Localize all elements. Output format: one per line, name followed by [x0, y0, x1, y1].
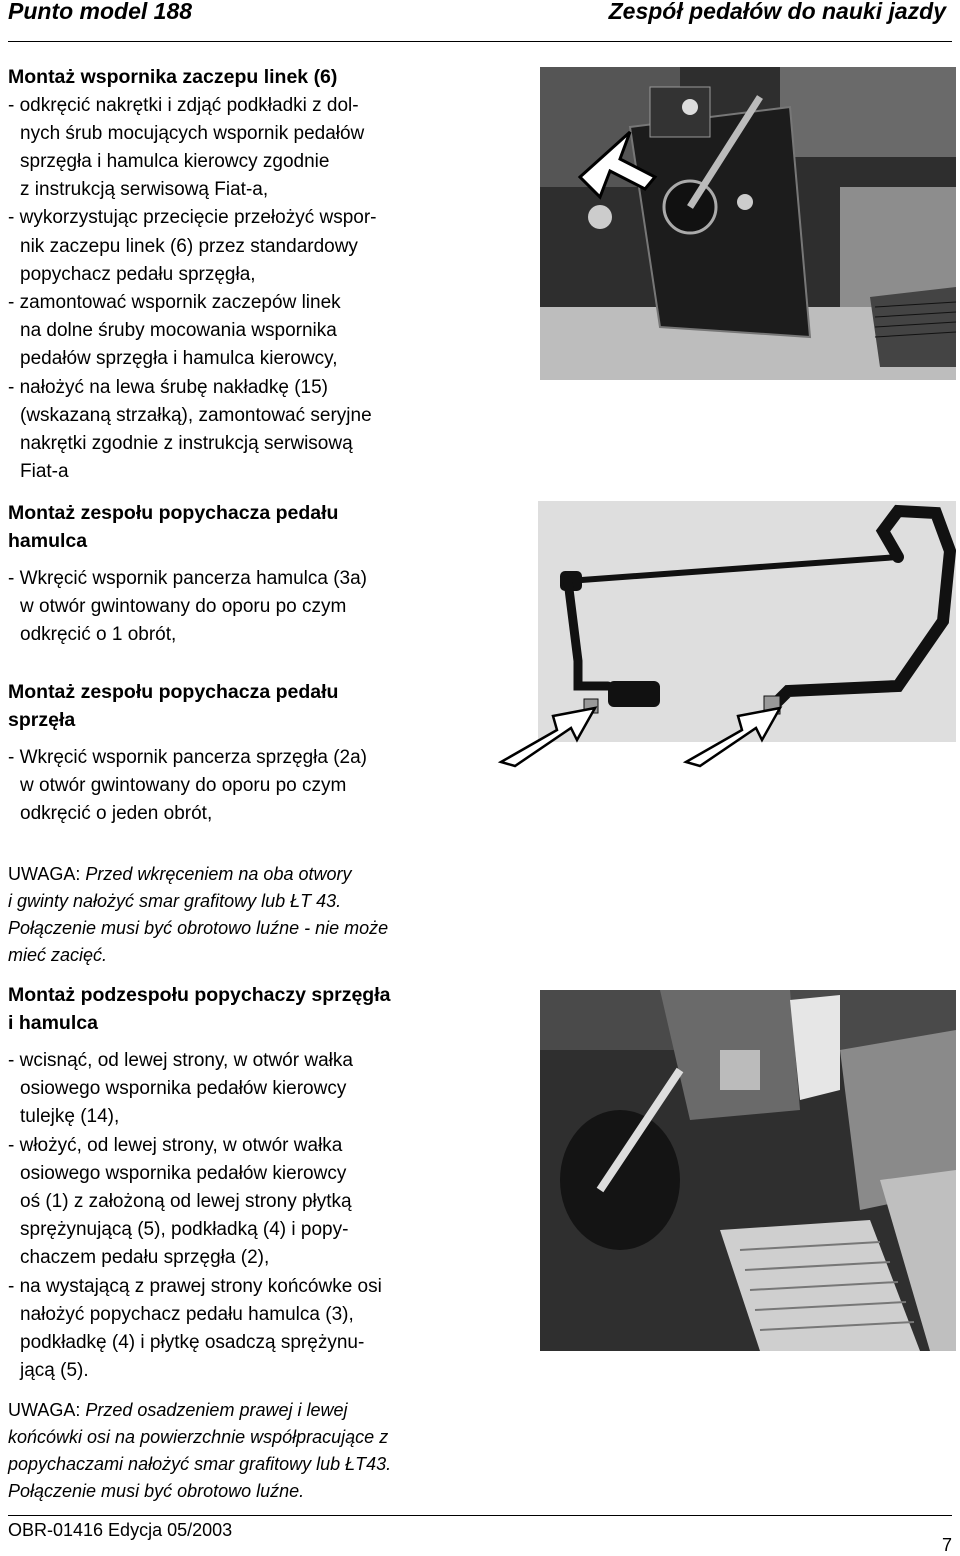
note-text: Połączenie musi być obrotowo luźne - nie może [8, 918, 389, 938]
text-line: sprzęgła i hamulca kierowcy zgodnie [20, 150, 330, 172]
photo-pedal-assembly-drawing [540, 990, 956, 1351]
footer-rule [8, 1515, 952, 1516]
text-line: osiowego wspornika pedałów kierowcy [20, 1162, 347, 1184]
section-3-title: sprzęła [8, 708, 76, 731]
page-number: 7 [941, 1535, 952, 1555]
text-line: Fiat-a [20, 461, 69, 483]
running-header-right: Zespół pedałów do nauki jazdy [608, 0, 946, 24]
text-line: z instrukcją serwisową Fiat-a, [20, 179, 269, 201]
text-line: na dolne śruby mocowania wspornika [20, 320, 337, 342]
text-line: w otwór gwintowany do oporu po czym [20, 596, 347, 618]
text-line: pedałów sprzęgła i hamulca kierowcy, [20, 348, 338, 370]
text-line: - włożyć, od lewej strony, w otwór wałka [8, 1134, 343, 1156]
section-1 [8, 64, 498, 486]
text-line: - wykorzystując przecięcie przełożyć wspor- [8, 207, 377, 229]
text-line: (wskazaną strzałką), zamontować seryjne [20, 404, 372, 426]
text-line: sprężynującą (5), podkładką (4) i popy- [20, 1219, 349, 1241]
note-text: popychaczami nałożyć smar grafitowy lub ŁT43. [8, 1454, 392, 1474]
note-2 [8, 1397, 498, 1505]
note-label: UWAGA: [8, 864, 81, 884]
section-3-title: Montaż zespołu popychacza pedału [8, 681, 339, 703]
photo-pedal-bracket [540, 67, 956, 380]
text-line: - odkręcić nakrętki i zdjąć podkładki z dol- [8, 94, 359, 116]
text-line: osiowego wspornika pedałów kierowcy [20, 1078, 347, 1100]
text-line: - nałożyć na lewa śrubę nakładkę (15) [8, 376, 329, 398]
footer-edition: OBR-01416 Edycja 05/2003 [8, 1520, 233, 1540]
text-line: oś (1) z założoną od lewej strony płytką [20, 1191, 352, 1213]
section-2-title: hamulca [8, 529, 88, 552]
text-line: - Wkręcić wspornik pancerza hamulca (3a) [8, 568, 368, 589]
note-text: końcówki osi na powierzchnie współpracujące z [8, 1427, 389, 1447]
text-line: nakrętki zgodnie z instrukcją serwisową [20, 432, 353, 454]
text-line: - wcisnąć, od lewej strony, w otwór wałka [8, 1050, 353, 1071]
text-line: jącą (5). [20, 1360, 89, 1382]
note-1 [8, 861, 498, 969]
text-line: odkręcić o jeden obrót, [20, 803, 213, 825]
section-4 [8, 982, 498, 1385]
note-text: Przed wkręceniem na oba otwory [85, 864, 352, 884]
arrow-icon [495, 700, 615, 768]
text-line: w otwór gwintowany do oporu po czym [20, 775, 347, 797]
section-2-title: Montaż zespołu popychacza pedału [8, 502, 339, 524]
text-line: - na wystającą z prawej strony końcówke osi [8, 1275, 382, 1297]
text-line: popychacz pedału sprzęgła, [20, 263, 256, 285]
text-line: nałożyć popychacz pedału hamulca (3), [20, 1303, 354, 1325]
note-text: mieć zacięć. [8, 945, 108, 965]
text-line: nik zaczepu linek (6) przez standardowy [20, 235, 358, 257]
note-text: Połączenie musi być obrotowo luźne. [8, 1481, 305, 1501]
note-text: Przed osadzeniem prawej i lewej [85, 1400, 348, 1420]
text-line: - Wkręcić wspornik pancerza sprzęgła (2a) [8, 747, 368, 768]
running-header-left: Punto model 188 [8, 0, 193, 24]
arrow-icon [680, 700, 800, 768]
text-line: chaczem pedału sprzęgła (2), [20, 1247, 270, 1269]
text-line: podkładkę (4) i płytkę osadczą sprężynu- [20, 1332, 365, 1354]
note-label: UWAGA: [8, 1400, 81, 1420]
text-line: nych śrub mocujących wspornik pedałów [20, 122, 365, 144]
section-2 [8, 500, 498, 650]
header-rule [8, 41, 952, 42]
photo-pedal-bracket-drawing [540, 67, 956, 380]
text-line: tulejkę (14), [20, 1106, 120, 1128]
section-3 [8, 679, 498, 829]
section-1-title: Montaż wspornika zaczepu linek (6) [8, 66, 338, 88]
note-text: i gwinty nałożyć smar grafitowy lub ŁT 43. [8, 891, 342, 911]
text-line: - zamontować wspornik zaczepów linek [8, 291, 341, 313]
section-4-title: i hamulca [8, 1011, 98, 1034]
photo-pedal-assembly [540, 990, 956, 1351]
text-line: odkręcić o 1 obrót, [20, 624, 177, 646]
section-4-title: Montaż podzespołu popychaczy sprzęgła [8, 984, 391, 1006]
